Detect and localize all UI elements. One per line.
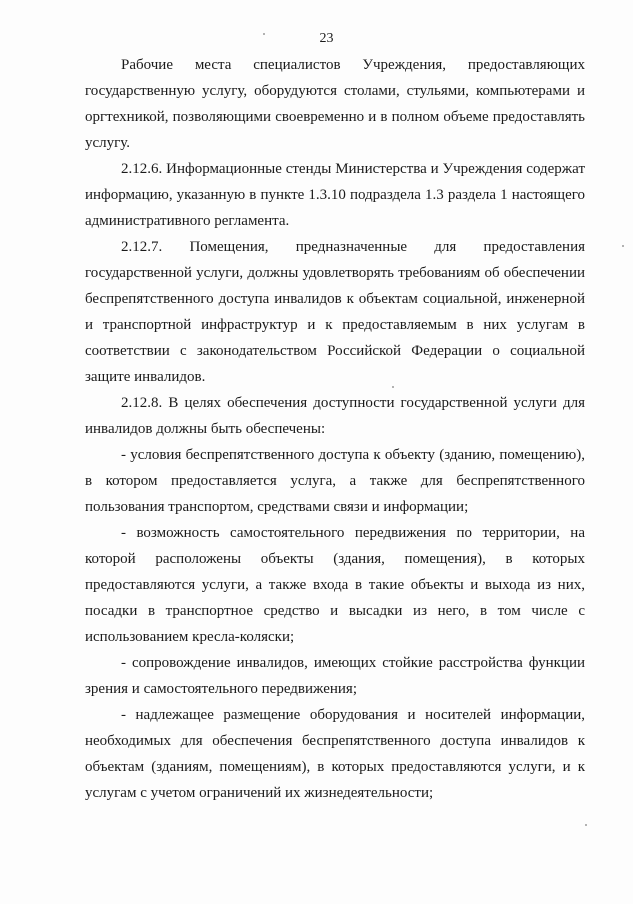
paragraph-2-12-6: 2.12.6. Информационные стенды Министерства и Учреждения содержат информацию, указанную в пункте 1.3.10 подраздела 1.3 раздела 1 настоящего административного регламента. (85, 161, 585, 229)
page-number: 23 (319, 31, 334, 46)
document-body (85, 52, 585, 806)
paragraph-2-12-7: 2.12.7. Помещения, предназначенные для предоставления государственной услуги, должны удовлетворять требованиям об обеспечении беспрепятственного доступа инвалидов к объектам социальной, инженерной и транспортной инфраструктур и к предоставляемым в них услугам в соответствии с законодательством Российской Федерации о социальной защите инвалидов. (85, 239, 585, 385)
list-item-equipment-placement: - надлежащее размещение оборудования и носителей информации, необходимых для обеспечения беспрепятственного доступа инвалидов к объектам (зданиям, помещениям), в которых предоставляются услуги, и к услугам с учетом ограничений их жизнедеятельности; (85, 707, 585, 801)
list-item-independent-movement: - возможность самостоятельного передвижения по территории, на которой расположены объекты (здания, помещения), в которых предоставляются услуги, а также входа в такие объекты и выхода из них, посадки в транспортное средство и высадки из него, в том числе с использованием кресла-коляски; (85, 525, 585, 645)
paragraph-workplaces: Рабочие места специалистов Учреждения, предоставляющих государственную услугу, оборудуются столами, стульями, компьютерами и оргтехникой, позволяющими своевременно и в полном объеме предоставлять услугу. (85, 57, 585, 151)
scan-speck (392, 386, 394, 388)
scan-speck (263, 33, 265, 35)
scan-speck (585, 824, 587, 826)
list-item-access-conditions: - условия беспрепятственного доступа к объекту (зданию, помещению), в котором предоставляется услуга, а также для беспрепятственного пользования транспортом, средствами связи и информации; (85, 447, 585, 515)
list-item-escort: - сопровождение инвалидов, имеющих стойкие расстройства функции зрения и самостоятельного передвижения; (85, 655, 585, 697)
paragraph-2-12-8: 2.12.8. В целях обеспечения доступности государственной услуги для инвалидов должны быть обеспечены: (85, 395, 585, 437)
scan-speck (622, 245, 624, 247)
